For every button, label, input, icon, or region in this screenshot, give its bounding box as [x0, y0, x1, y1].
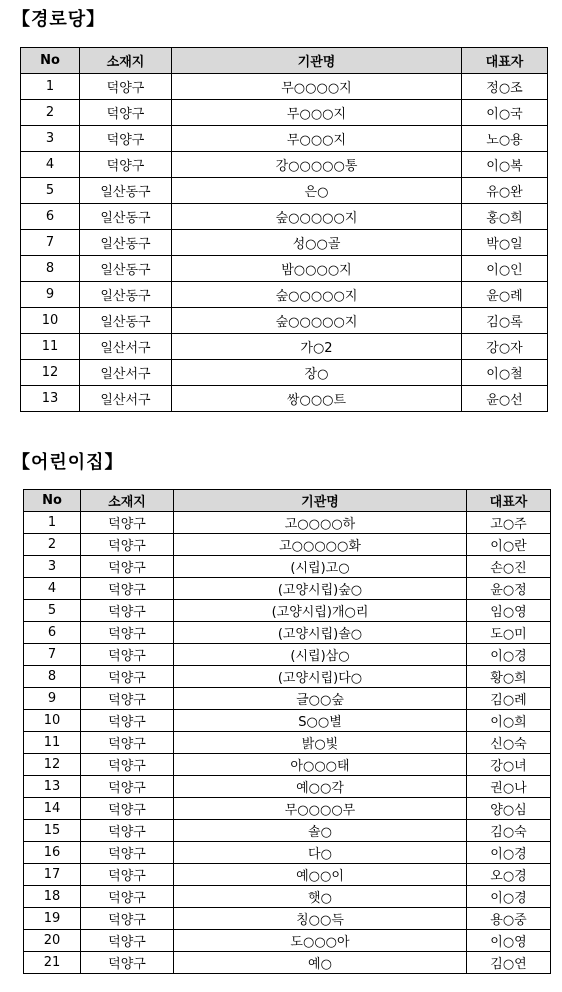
table-row [24, 798, 551, 820]
table-row [24, 732, 551, 754]
table-row [24, 710, 551, 732]
col-header-name: 기관명 [174, 490, 467, 512]
cell-no: 16 [24, 842, 81, 864]
table-row [21, 334, 548, 360]
cell-name: 예○○각 [174, 776, 467, 798]
cell-no: 2 [24, 534, 81, 556]
cell-name: 무○○○지 [172, 100, 462, 126]
cell-location: 덕양구 [81, 754, 174, 776]
cell-location: 덕양구 [81, 930, 174, 952]
cell-name: 무○○○○지 [172, 74, 462, 100]
col-header-no: No [21, 48, 80, 74]
table-row [24, 578, 551, 600]
cell-rep: 권○나 [467, 776, 551, 798]
cell-name: (시립)삼○ [174, 644, 467, 666]
cell-no: 12 [24, 754, 81, 776]
cell-no: 5 [24, 600, 81, 622]
cell-no: 4 [24, 578, 81, 600]
cell-location: 덕양구 [81, 864, 174, 886]
table-row [24, 666, 551, 688]
cell-name: S○○별 [174, 710, 467, 732]
cell-name: 예○ [174, 952, 467, 974]
cell-no: 6 [24, 622, 81, 644]
cell-name: 아○○○태 [174, 754, 467, 776]
table-row [21, 204, 548, 230]
cell-rep: 이○란 [467, 534, 551, 556]
cell-location: 덕양구 [81, 886, 174, 908]
section-title-daycare: 【어린이집】 [12, 452, 124, 473]
cell-location: 덕양구 [81, 798, 174, 820]
cell-name: 가○2 [172, 334, 462, 360]
cell-no: 3 [24, 556, 81, 578]
cell-name: 숲○○○○○지 [172, 204, 462, 230]
cell-rep: 이○영 [467, 930, 551, 952]
cell-name: 도○○○아 [174, 930, 467, 952]
cell-rep: 이○국 [462, 100, 548, 126]
cell-name: 무○○○지 [172, 126, 462, 152]
cell-name: 칭○○득 [174, 908, 467, 930]
table-row [24, 644, 551, 666]
cell-rep: 김○연 [467, 952, 551, 974]
cell-rep: 노○용 [462, 126, 548, 152]
cell-no: 2 [21, 100, 80, 126]
cell-location: 덕양구 [81, 820, 174, 842]
cell-name: 햇○ [174, 886, 467, 908]
cell-no: 10 [24, 710, 81, 732]
cell-name: 은○ [172, 178, 462, 204]
cell-name: (고양시립)숲○ [174, 578, 467, 600]
table-row [21, 308, 548, 334]
cell-rep: 홍○희 [462, 204, 548, 230]
cell-rep: 고○주 [467, 512, 551, 534]
cell-location: 덕양구 [81, 908, 174, 930]
cell-location: 덕양구 [81, 556, 174, 578]
cell-no: 14 [24, 798, 81, 820]
cell-location: 덕양구 [81, 644, 174, 666]
table-row [24, 776, 551, 798]
cell-name: 숲○○○○○지 [172, 282, 462, 308]
cell-name: 장○ [172, 360, 462, 386]
cell-no: 18 [24, 886, 81, 908]
table-row [21, 126, 548, 152]
cell-location: 덕양구 [80, 152, 172, 178]
cell-location: 일산서구 [80, 386, 172, 412]
cell-name: 예○○이 [174, 864, 467, 886]
cell-rep: 강○자 [462, 334, 548, 360]
table-row [24, 842, 551, 864]
col-header-rep: 대표자 [467, 490, 551, 512]
cell-name: 쌍○○○트 [172, 386, 462, 412]
cell-location: 덕양구 [81, 512, 174, 534]
cell-no: 3 [21, 126, 80, 152]
cell-location: 일산동구 [80, 256, 172, 282]
table-row [21, 282, 548, 308]
cell-no: 15 [24, 820, 81, 842]
cell-no: 13 [24, 776, 81, 798]
cell-location: 덕양구 [81, 776, 174, 798]
cell-rep: 이○인 [462, 256, 548, 282]
cell-no: 21 [24, 952, 81, 974]
cell-rep: 정○조 [462, 74, 548, 100]
cell-rep: 이○철 [462, 360, 548, 386]
cell-no: 6 [21, 204, 80, 230]
cell-rep: 임○영 [467, 600, 551, 622]
cell-rep: 오○경 [467, 864, 551, 886]
cell-no: 19 [24, 908, 81, 930]
cell-name: 밝○빛 [174, 732, 467, 754]
table-row [21, 152, 548, 178]
cell-location: 덕양구 [81, 578, 174, 600]
cell-name: 무○○○○무 [174, 798, 467, 820]
cell-name: (고양시립)다○ [174, 666, 467, 688]
table-row [24, 754, 551, 776]
cell-location: 일산동구 [80, 178, 172, 204]
table-row [24, 512, 551, 534]
cell-no: 8 [24, 666, 81, 688]
cell-rep: 이○경 [467, 842, 551, 864]
cell-rep: 김○례 [467, 688, 551, 710]
table-row [24, 930, 551, 952]
cell-no: 1 [21, 74, 80, 100]
cell-name: 고○○○○○화 [174, 534, 467, 556]
cell-location: 덕양구 [81, 688, 174, 710]
cell-no: 9 [24, 688, 81, 710]
cell-location: 일산동구 [80, 204, 172, 230]
cell-rep: 황○희 [467, 666, 551, 688]
senior-center-table [20, 47, 548, 412]
cell-rep: 도○미 [467, 622, 551, 644]
col-header-location: 소재지 [80, 48, 172, 74]
cell-no: 5 [21, 178, 80, 204]
cell-name: 솔○ [174, 820, 467, 842]
cell-rep: 손○진 [467, 556, 551, 578]
cell-location: 일산동구 [80, 230, 172, 256]
cell-name: 밤○○○○지 [172, 256, 462, 282]
cell-no: 13 [21, 386, 80, 412]
cell-name: (시립)고○ [174, 556, 467, 578]
col-header-name: 기관명 [172, 48, 462, 74]
table-header-row [21, 48, 548, 74]
cell-location: 덕양구 [81, 666, 174, 688]
cell-rep: 윤○정 [467, 578, 551, 600]
cell-location: 덕양구 [81, 732, 174, 754]
table-row [24, 688, 551, 710]
cell-rep: 윤○례 [462, 282, 548, 308]
cell-location: 덕양구 [81, 600, 174, 622]
cell-rep: 이○경 [467, 886, 551, 908]
table-row [24, 820, 551, 842]
daycare-table [23, 489, 551, 974]
cell-name: 강○○○○○통 [172, 152, 462, 178]
cell-no: 7 [21, 230, 80, 256]
table-row [24, 864, 551, 886]
cell-name: 성○○골 [172, 230, 462, 256]
cell-rep: 양○심 [467, 798, 551, 820]
cell-name: 숲○○○○○지 [172, 308, 462, 334]
table-row [21, 74, 548, 100]
cell-rep: 이○희 [467, 710, 551, 732]
cell-no: 9 [21, 282, 80, 308]
cell-location: 일산서구 [80, 360, 172, 386]
cell-no: 8 [21, 256, 80, 282]
cell-location: 일산서구 [80, 334, 172, 360]
cell-location: 덕양구 [80, 74, 172, 100]
table-row [24, 908, 551, 930]
cell-rep: 이○복 [462, 152, 548, 178]
cell-no: 1 [24, 512, 81, 534]
cell-name: 다○ [174, 842, 467, 864]
table-row [24, 886, 551, 908]
cell-rep: 용○중 [467, 908, 551, 930]
cell-rep: 신○숙 [467, 732, 551, 754]
cell-rep: 김○록 [462, 308, 548, 334]
table-row [24, 534, 551, 556]
col-header-no: No [24, 490, 81, 512]
cell-no: 7 [24, 644, 81, 666]
cell-name: (고양시립)솔○ [174, 622, 467, 644]
table-header-row [24, 490, 551, 512]
cell-location: 덕양구 [81, 534, 174, 556]
cell-location: 덕양구 [81, 842, 174, 864]
cell-no: 10 [21, 308, 80, 334]
cell-location: 일산동구 [80, 282, 172, 308]
cell-rep: 김○숙 [467, 820, 551, 842]
table-row [21, 256, 548, 282]
cell-no: 4 [21, 152, 80, 178]
col-header-rep: 대표자 [462, 48, 548, 74]
cell-location: 덕양구 [81, 710, 174, 732]
cell-rep: 유○완 [462, 178, 548, 204]
cell-name: 글○○숲 [174, 688, 467, 710]
cell-location: 덕양구 [80, 126, 172, 152]
cell-no: 12 [21, 360, 80, 386]
cell-location: 덕양구 [81, 952, 174, 974]
table-row [24, 556, 551, 578]
table-row [21, 230, 548, 256]
table-row [24, 952, 551, 974]
cell-no: 11 [24, 732, 81, 754]
cell-location: 덕양구 [81, 622, 174, 644]
cell-rep: 박○일 [462, 230, 548, 256]
table-row [21, 360, 548, 386]
col-header-location: 소재지 [81, 490, 174, 512]
cell-rep: 이○경 [467, 644, 551, 666]
table-row [21, 386, 548, 412]
table-row [24, 622, 551, 644]
cell-no: 20 [24, 930, 81, 952]
cell-location: 일산동구 [80, 308, 172, 334]
table-row [21, 100, 548, 126]
cell-name: (고양시립)개○리 [174, 600, 467, 622]
cell-no: 11 [21, 334, 80, 360]
cell-rep: 윤○선 [462, 386, 548, 412]
table-row [24, 600, 551, 622]
section-title-senior-center: 【경로당】 [12, 9, 106, 30]
cell-no: 17 [24, 864, 81, 886]
table-row [21, 178, 548, 204]
cell-name: 고○○○○하 [174, 512, 467, 534]
cell-location: 덕양구 [80, 100, 172, 126]
cell-rep: 강○녀 [467, 754, 551, 776]
